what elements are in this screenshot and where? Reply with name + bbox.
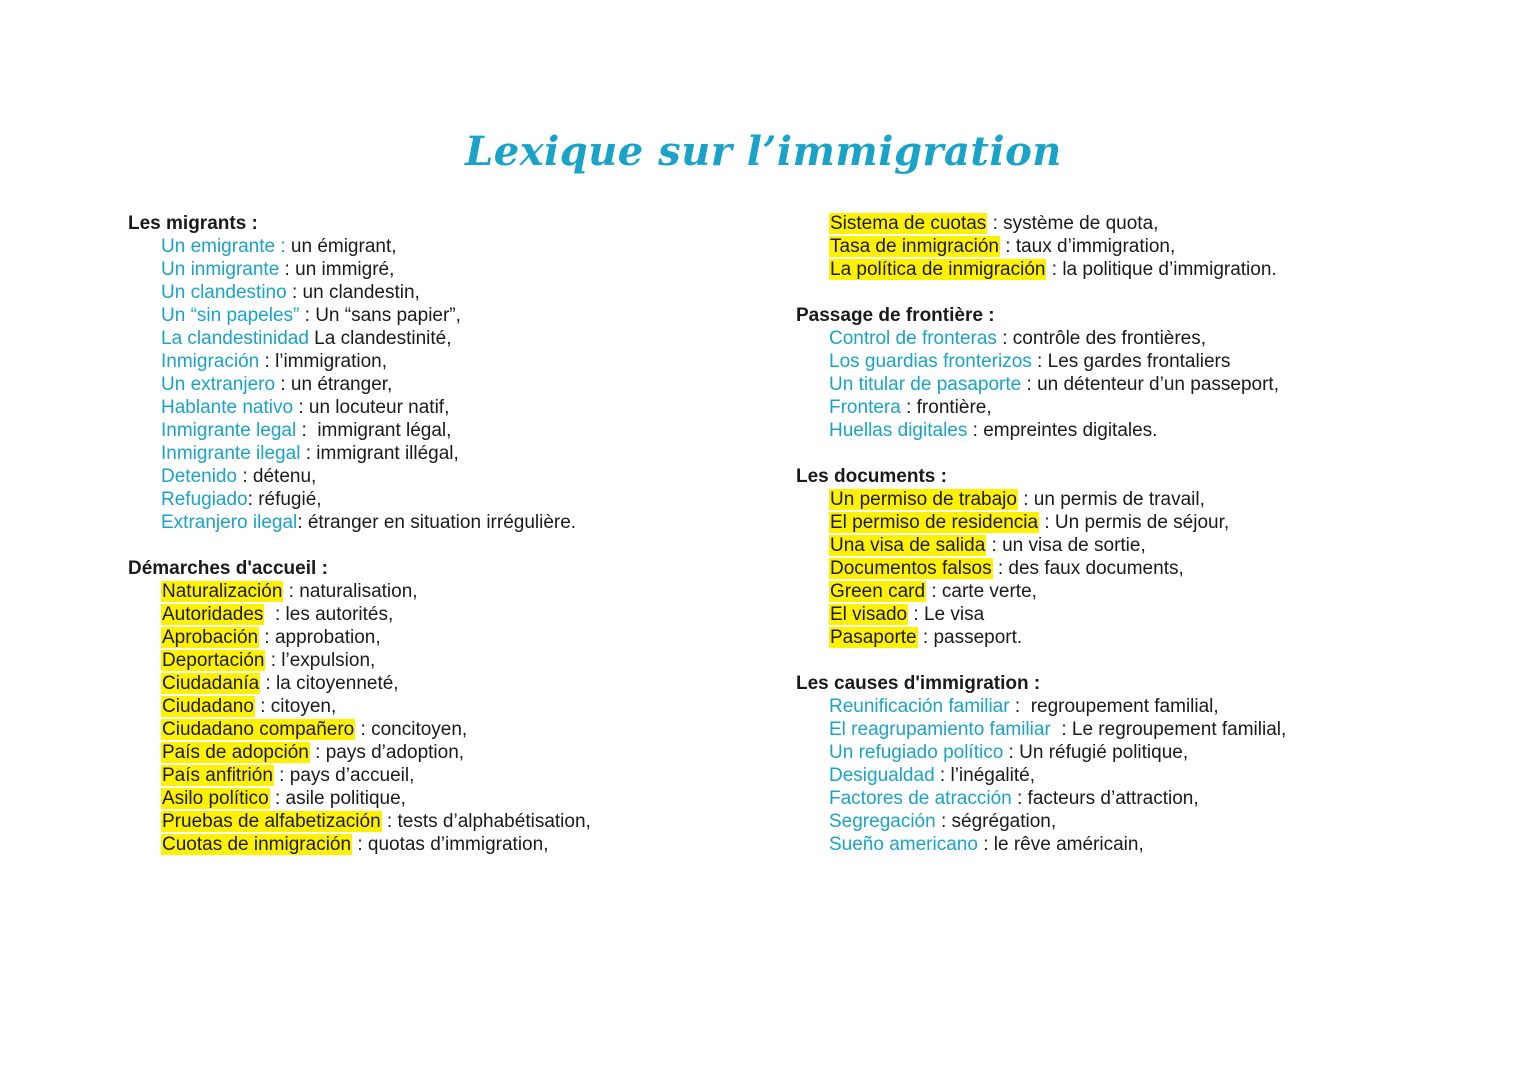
spanish-term: Cuotas de inmigración	[162, 834, 352, 855]
french-translation: l’inégalité,	[950, 765, 1035, 786]
french-translation: Un “sans papier”,	[315, 305, 461, 326]
vocab-entry	[128, 258, 728, 281]
french-translation: facteurs d’attraction,	[1027, 788, 1199, 809]
french-translation: réfugié,	[258, 489, 322, 510]
section-les-causes-d-immigration	[796, 672, 1496, 856]
separator: :	[293, 397, 309, 418]
vocab-entry	[796, 258, 1496, 281]
french-translation: taux d’immigration,	[1015, 236, 1176, 257]
french-translation: un émigrant,	[290, 236, 397, 257]
separator: :	[296, 420, 318, 441]
separator: :	[283, 581, 300, 602]
french-translation: La clandestinité,	[314, 328, 452, 349]
french-translation: étranger en situation irrégulière.	[307, 512, 577, 533]
section-heading: Les migrants :	[128, 213, 258, 234]
spanish-term: La clandestinidad	[161, 328, 309, 349]
vocab-entry	[796, 695, 1496, 718]
spanish-term: Un refugiado político	[829, 742, 1004, 763]
vocab-entry	[128, 603, 728, 626]
separator: :	[1021, 374, 1038, 395]
french-translation: asile politique,	[285, 788, 406, 809]
spanish-term: Ciudadano	[162, 696, 254, 717]
vocab-entry	[796, 373, 1496, 396]
french-translation: un clandestin,	[302, 282, 420, 303]
vocab-entry	[796, 534, 1496, 557]
french-translation: naturalisation,	[299, 581, 418, 602]
vocab-entry	[128, 764, 728, 787]
separator: :	[999, 236, 1016, 257]
separator: :	[279, 259, 296, 280]
separator: :	[286, 282, 303, 303]
french-translation: Le regroupement familial,	[1071, 719, 1287, 740]
french-translation: frontière,	[916, 397, 992, 418]
vocab-entry	[128, 281, 728, 304]
french-translation: la citoyenneté,	[276, 673, 399, 694]
separator: :	[1017, 489, 1034, 510]
french-translation: un permis de travail,	[1033, 489, 1205, 510]
separator: :	[996, 328, 1013, 349]
vocab-entry	[796, 511, 1496, 534]
separator: :	[381, 811, 398, 832]
spanish-term: Factores de atracción	[829, 788, 1012, 809]
separator: :	[259, 351, 276, 372]
spanish-term: Ciudadano compañero	[162, 719, 355, 740]
french-translation: des faux documents,	[1008, 558, 1184, 579]
french-translation: un immigré,	[295, 259, 395, 280]
spanish-term: Pruebas de alfabetización	[162, 811, 381, 832]
separator: :	[917, 627, 934, 648]
section-continued	[796, 212, 1496, 281]
vocab-entry	[128, 304, 728, 327]
spanish-term: Un titular de pasaporte	[829, 374, 1022, 395]
french-translation: pays d’accueil,	[289, 765, 415, 786]
french-translation: quotas d’immigration,	[367, 834, 549, 855]
vocab-entry	[796, 741, 1496, 764]
spanish-term: Reunificación familiar	[829, 696, 1010, 717]
spanish-term: El permiso de residencia	[830, 512, 1039, 533]
spanish-term: Refugiado	[161, 489, 248, 510]
vocab-entry	[128, 465, 728, 488]
separator: :	[259, 627, 275, 648]
vocab-entry	[128, 511, 728, 534]
vocab-entry	[796, 810, 1496, 833]
spanish-term: Sueño americano	[829, 834, 978, 855]
separator: :	[299, 305, 316, 326]
separator: :	[247, 489, 259, 510]
separator: :	[237, 466, 253, 487]
french-translation: immigrant illégal,	[316, 443, 459, 464]
separator: :	[254, 696, 271, 717]
vocab-entry	[796, 833, 1496, 856]
separator: :	[1009, 696, 1031, 717]
french-translation: un locuteur natif,	[308, 397, 450, 418]
vocab-entry	[796, 327, 1496, 350]
separator: :	[355, 719, 372, 740]
section-demarches-d-accueil	[128, 557, 728, 856]
separator: :	[992, 558, 1009, 579]
spanish-term: Desigualdad	[829, 765, 935, 786]
spanish-term: Control de fronteras	[829, 328, 997, 349]
french-translation: tests d’alphabétisation,	[397, 811, 591, 832]
vocab-entry	[128, 442, 728, 465]
french-translation: la politique d’immigration.	[1062, 259, 1277, 280]
french-translation: un détenteur d’un passeport,	[1037, 374, 1279, 395]
vocab-entry	[128, 488, 728, 511]
separator: :	[309, 742, 326, 763]
vocab-entry	[128, 626, 728, 649]
french-translation: Les gardes frontaliers	[1047, 351, 1231, 372]
spanish-term: País de adopción	[162, 742, 309, 763]
french-translation: carte verte,	[941, 581, 1037, 602]
french-translation: Le visa	[923, 604, 985, 625]
separator: :	[900, 397, 917, 418]
spanish-term: Segregación	[829, 811, 936, 832]
french-translation: regroupement familial,	[1030, 696, 1219, 717]
spanish-term: País anfitrión	[162, 765, 273, 786]
separator: :	[1031, 351, 1048, 372]
french-translation: l’expulsion,	[281, 650, 376, 671]
spanish-term: Huellas digitales	[829, 420, 968, 441]
french-translation: détenu,	[252, 466, 317, 487]
separator: :	[1011, 788, 1028, 809]
vocab-entry	[796, 603, 1496, 626]
separator: :	[986, 535, 1003, 556]
french-translation: l’immigration,	[275, 351, 387, 372]
spanish-term: Los guardias fronterizos	[829, 351, 1032, 372]
vocab-entry	[796, 396, 1496, 419]
page-title: Lexique sur l’immigration	[465, 128, 1062, 175]
spanish-term: Inmigrante ilegal	[161, 443, 301, 464]
french-translation: ségrégation,	[951, 811, 1057, 832]
vocab-entry	[796, 626, 1496, 649]
vocab-entry	[128, 580, 728, 603]
vocab-entry	[128, 787, 728, 810]
spanish-term: Inmigración	[161, 351, 260, 372]
spanish-term: Un inmigrante	[161, 259, 280, 280]
vocab-entry	[128, 396, 728, 419]
french-translation: système de quota,	[1003, 213, 1159, 234]
french-translation: Un réfugié politique,	[1019, 742, 1189, 763]
separator: :	[264, 604, 286, 625]
separator: :	[908, 604, 924, 625]
french-translation: les autorités,	[285, 604, 394, 625]
separator: :	[265, 650, 282, 671]
separator: :	[935, 811, 952, 832]
vocab-entry	[128, 327, 728, 350]
section-les-documents	[796, 465, 1496, 649]
separator: :	[1050, 719, 1072, 740]
section-les-migrants	[128, 212, 728, 534]
vocab-entry	[128, 741, 728, 764]
french-translation: un visa de sortie,	[1002, 535, 1146, 556]
separator: :	[1046, 259, 1063, 280]
spanish-term: Naturalización	[162, 581, 283, 602]
spanish-term: Un extranjero	[161, 374, 276, 395]
french-translation: un étranger,	[290, 374, 393, 395]
spanish-term: Aprobación	[162, 627, 259, 648]
vocab-entry	[128, 419, 728, 442]
spanish-term: Sistema de cuotas	[830, 213, 987, 234]
spanish-term: Inmigrante legal	[161, 420, 297, 441]
vocab-entry	[796, 350, 1496, 373]
french-translation: immigrant légal,	[317, 420, 452, 441]
spanish-term: Un clandestino	[161, 282, 287, 303]
french-translation: le rêve américain,	[993, 834, 1144, 855]
vocab-entry	[796, 718, 1496, 741]
separator: :	[1039, 512, 1055, 533]
spanish-term: Asilo político	[162, 788, 269, 809]
vocab-entry	[128, 235, 728, 258]
separator: :	[275, 374, 291, 395]
spanish-term: Documentos falsos	[830, 558, 992, 579]
separator: :	[269, 788, 286, 809]
separator: :	[300, 443, 317, 464]
separator: :	[260, 673, 277, 694]
vocab-entry	[128, 695, 728, 718]
vocab-entry	[796, 787, 1496, 810]
vocab-entry	[128, 373, 728, 396]
spanish-term: Autoridades	[162, 604, 264, 625]
vocab-entry	[128, 350, 728, 373]
spanish-term: Detenido	[161, 466, 238, 487]
spanish-term: Deportación	[162, 650, 265, 671]
section-heading: Les causes d'immigration :	[796, 673, 1041, 694]
separator: :	[1003, 742, 1020, 763]
separator: :	[977, 834, 994, 855]
french-translation: contrôle des frontières,	[1012, 328, 1207, 349]
separator: :	[352, 834, 368, 855]
spanish-term: Tasa de inmigración	[830, 236, 999, 257]
section-heading: Démarches d'accueil :	[128, 558, 328, 579]
separator: :	[987, 213, 1004, 234]
spanish-term: Una visa de salida	[830, 535, 986, 556]
vocab-entry	[796, 557, 1496, 580]
spanish-term: La política de inmigración	[830, 259, 1046, 280]
separator: :	[967, 420, 984, 441]
separator: :	[926, 581, 942, 602]
separator: :	[297, 512, 308, 533]
french-translation: concitoyen,	[371, 719, 468, 740]
french-translation: citoyen,	[270, 696, 337, 717]
vocab-entry	[796, 212, 1496, 235]
right-column	[796, 212, 1496, 879]
spanish-term: Frontera	[829, 397, 901, 418]
french-translation: pays d’adoption,	[325, 742, 465, 763]
french-translation: approbation,	[274, 627, 381, 648]
separator: :	[273, 765, 290, 786]
section-heading: Les documents :	[796, 466, 947, 487]
spanish-term: Un permiso de trabajo	[830, 489, 1017, 510]
separator: :	[934, 765, 951, 786]
vocab-entry	[128, 649, 728, 672]
vocab-entry	[128, 718, 728, 741]
vocab-entry	[796, 488, 1496, 511]
french-translation: Un permis de séjour,	[1054, 512, 1230, 533]
vocab-entry	[128, 810, 728, 833]
vocab-entry	[796, 235, 1496, 258]
vocab-entry	[796, 764, 1496, 787]
vocab-entry	[796, 419, 1496, 442]
spanish-term: Un emigrante :	[161, 236, 286, 257]
vocab-entry	[796, 580, 1496, 603]
spanish-term: El visado	[830, 604, 908, 625]
spanish-term: Hablante nativo	[161, 397, 294, 418]
spanish-term: El reagrupamiento familiar	[829, 719, 1051, 740]
spanish-term: Ciudadanía	[162, 673, 260, 694]
spanish-term: Green card	[830, 581, 926, 602]
spanish-term: Pasaporte	[830, 627, 917, 648]
vocab-entry	[128, 672, 728, 695]
left-column	[128, 212, 728, 879]
section-heading: Passage de frontière :	[796, 305, 995, 326]
spanish-term: Un “sin papeles”	[161, 305, 300, 326]
french-translation: empreintes digitales.	[983, 420, 1158, 441]
section-passage-de-frontiere	[796, 304, 1496, 442]
french-translation: passeport.	[933, 627, 1023, 648]
spanish-term: Extranjero ilegal	[161, 512, 298, 533]
vocab-entry	[128, 833, 728, 856]
